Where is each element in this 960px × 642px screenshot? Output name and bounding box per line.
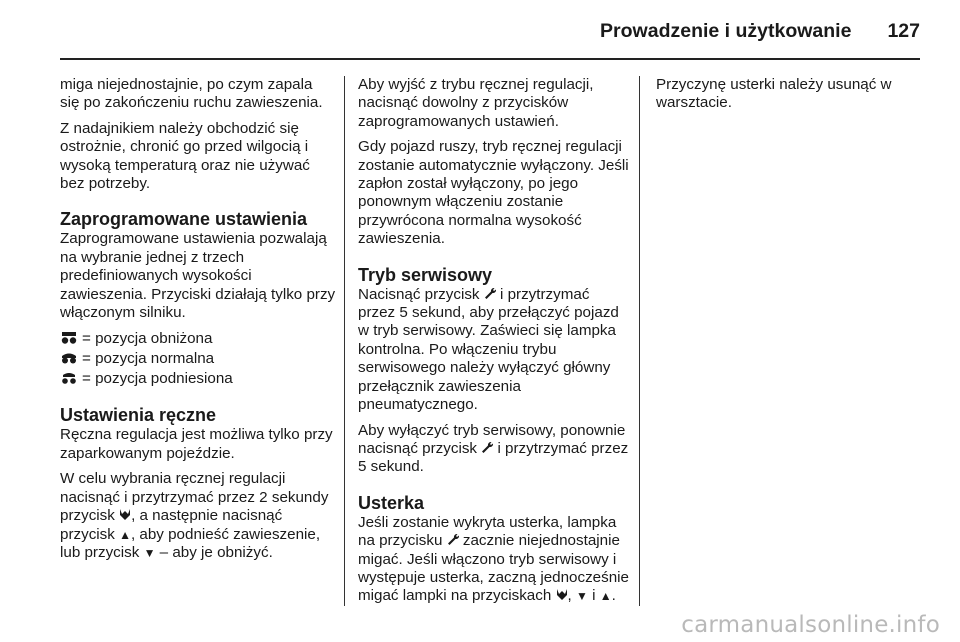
up-arrow-icon: ▲ xyxy=(119,527,131,542)
paragraph-fault: Jeśli zostanie wykryta usterka, lampka na przycisku zacznie niejednostajnie migać. Jeśli włączono tryb serwisowy i występuje usterka, zaczną jednocześnie migać lampki na przyciskach , ▼ i ▲. xyxy=(358,513,629,605)
legend-row-normal: = pozycja normalna xyxy=(60,349,336,369)
chapter-title: Prowadzenie i użytkowanie xyxy=(600,20,852,42)
legend-row-raised: = pozycja podniesiona xyxy=(60,369,336,389)
wrench-icon xyxy=(447,533,459,546)
normal-position-icon xyxy=(60,352,78,364)
section-heading-fault: Usterka xyxy=(358,492,425,513)
section-heading-service: Tryb serwisowy xyxy=(358,264,493,285)
column-3 xyxy=(656,76,920,120)
paragraph: Przyczynę usterki należy usunąć w warsztacie. xyxy=(656,76,892,112)
down-arrow-icon: ▼ xyxy=(575,589,588,604)
manual-mode-icon xyxy=(119,508,131,521)
lowered-position-icon xyxy=(60,332,78,344)
legend-row-lowered: = pozycja obniżona xyxy=(60,329,336,349)
up-arrow-icon: ▲ xyxy=(599,589,612,604)
wrench-icon xyxy=(481,441,493,454)
section-heading-manual: Ustawienia ręczne xyxy=(60,405,217,426)
manual-mode-icon xyxy=(556,588,568,601)
watermark: carmanualsonline.info xyxy=(681,612,940,638)
header-rule xyxy=(60,58,920,60)
raised-position-icon xyxy=(60,372,78,384)
paragraph-service: Nacisnąć przycisk i przytrzymać przez 5 sekund, aby przełączyć pojazd w tryb serwisowy. Zaświeci się lampka kontrolna. Po włączeniu trybu serwisowego należy wyłączyć główny przełącznik zawieszenia pneumatycznego. xyxy=(358,285,619,414)
paragraph-service-off: Aby wyłączyć tryb serwisowy, ponownie nacisnąć przycisk i przytrzymać przez 5 sekund. xyxy=(358,421,629,476)
paragraph: Ręczna regulacja jest możliwa tylko przy zaparkowanym pojeździe. xyxy=(60,426,333,462)
column-1 xyxy=(60,76,336,569)
page-header xyxy=(60,0,920,58)
column-divider-1 xyxy=(344,76,345,606)
paragraph-manual-steps: W celu wybrania ręcznej regulacji nacisnąć i przytrzymać przez 2 sekundy przycisk , a następnie nacisnąć przycisk ▲, aby podnieść zawieszenie, lub przycisk ▼ – aby je obniżyć. xyxy=(60,470,329,561)
paragraph: miga niejednostajnie, po czym zapala się po zakończeniu ruchu zawieszenia. xyxy=(60,76,323,112)
preset-legend xyxy=(60,329,336,389)
section-heading-presets: Zaprogramowane ustawienia xyxy=(60,209,308,230)
paragraph: Gdy pojazd ruszy, tryb ręcznej regulacji zostanie automatycznie wyłączony. Jeśli zapłon został wyłączony, po jego ponownym włączeniu zostanie przywrócona normalna wysokość zawieszenia. xyxy=(358,138,629,248)
column-2 xyxy=(358,76,630,613)
page-number: 127 xyxy=(887,20,920,42)
down-arrow-icon: ▼ xyxy=(143,545,156,560)
paragraph: Zaprogramowane ustawienia pozwalają na wybranie jednej z trzech predefiniowanych wysokości zawieszenia. Przyciski działają tylko przy włączonym silniku. xyxy=(60,230,336,322)
wrench-icon xyxy=(484,287,496,300)
header-title xyxy=(60,20,920,43)
paragraph: Z nadajnikiem należy obchodzić się ostrożnie, chronić go przed wilgocią i wysoką temperaturą oraz nie używać bez potrzeby. xyxy=(60,119,310,193)
paragraph: Aby wyjść z trybu ręcznej regulacji, nacisnąć dowolny z przycisków zaprogramowanych ustawień. xyxy=(358,76,594,130)
column-divider-2 xyxy=(639,76,640,606)
